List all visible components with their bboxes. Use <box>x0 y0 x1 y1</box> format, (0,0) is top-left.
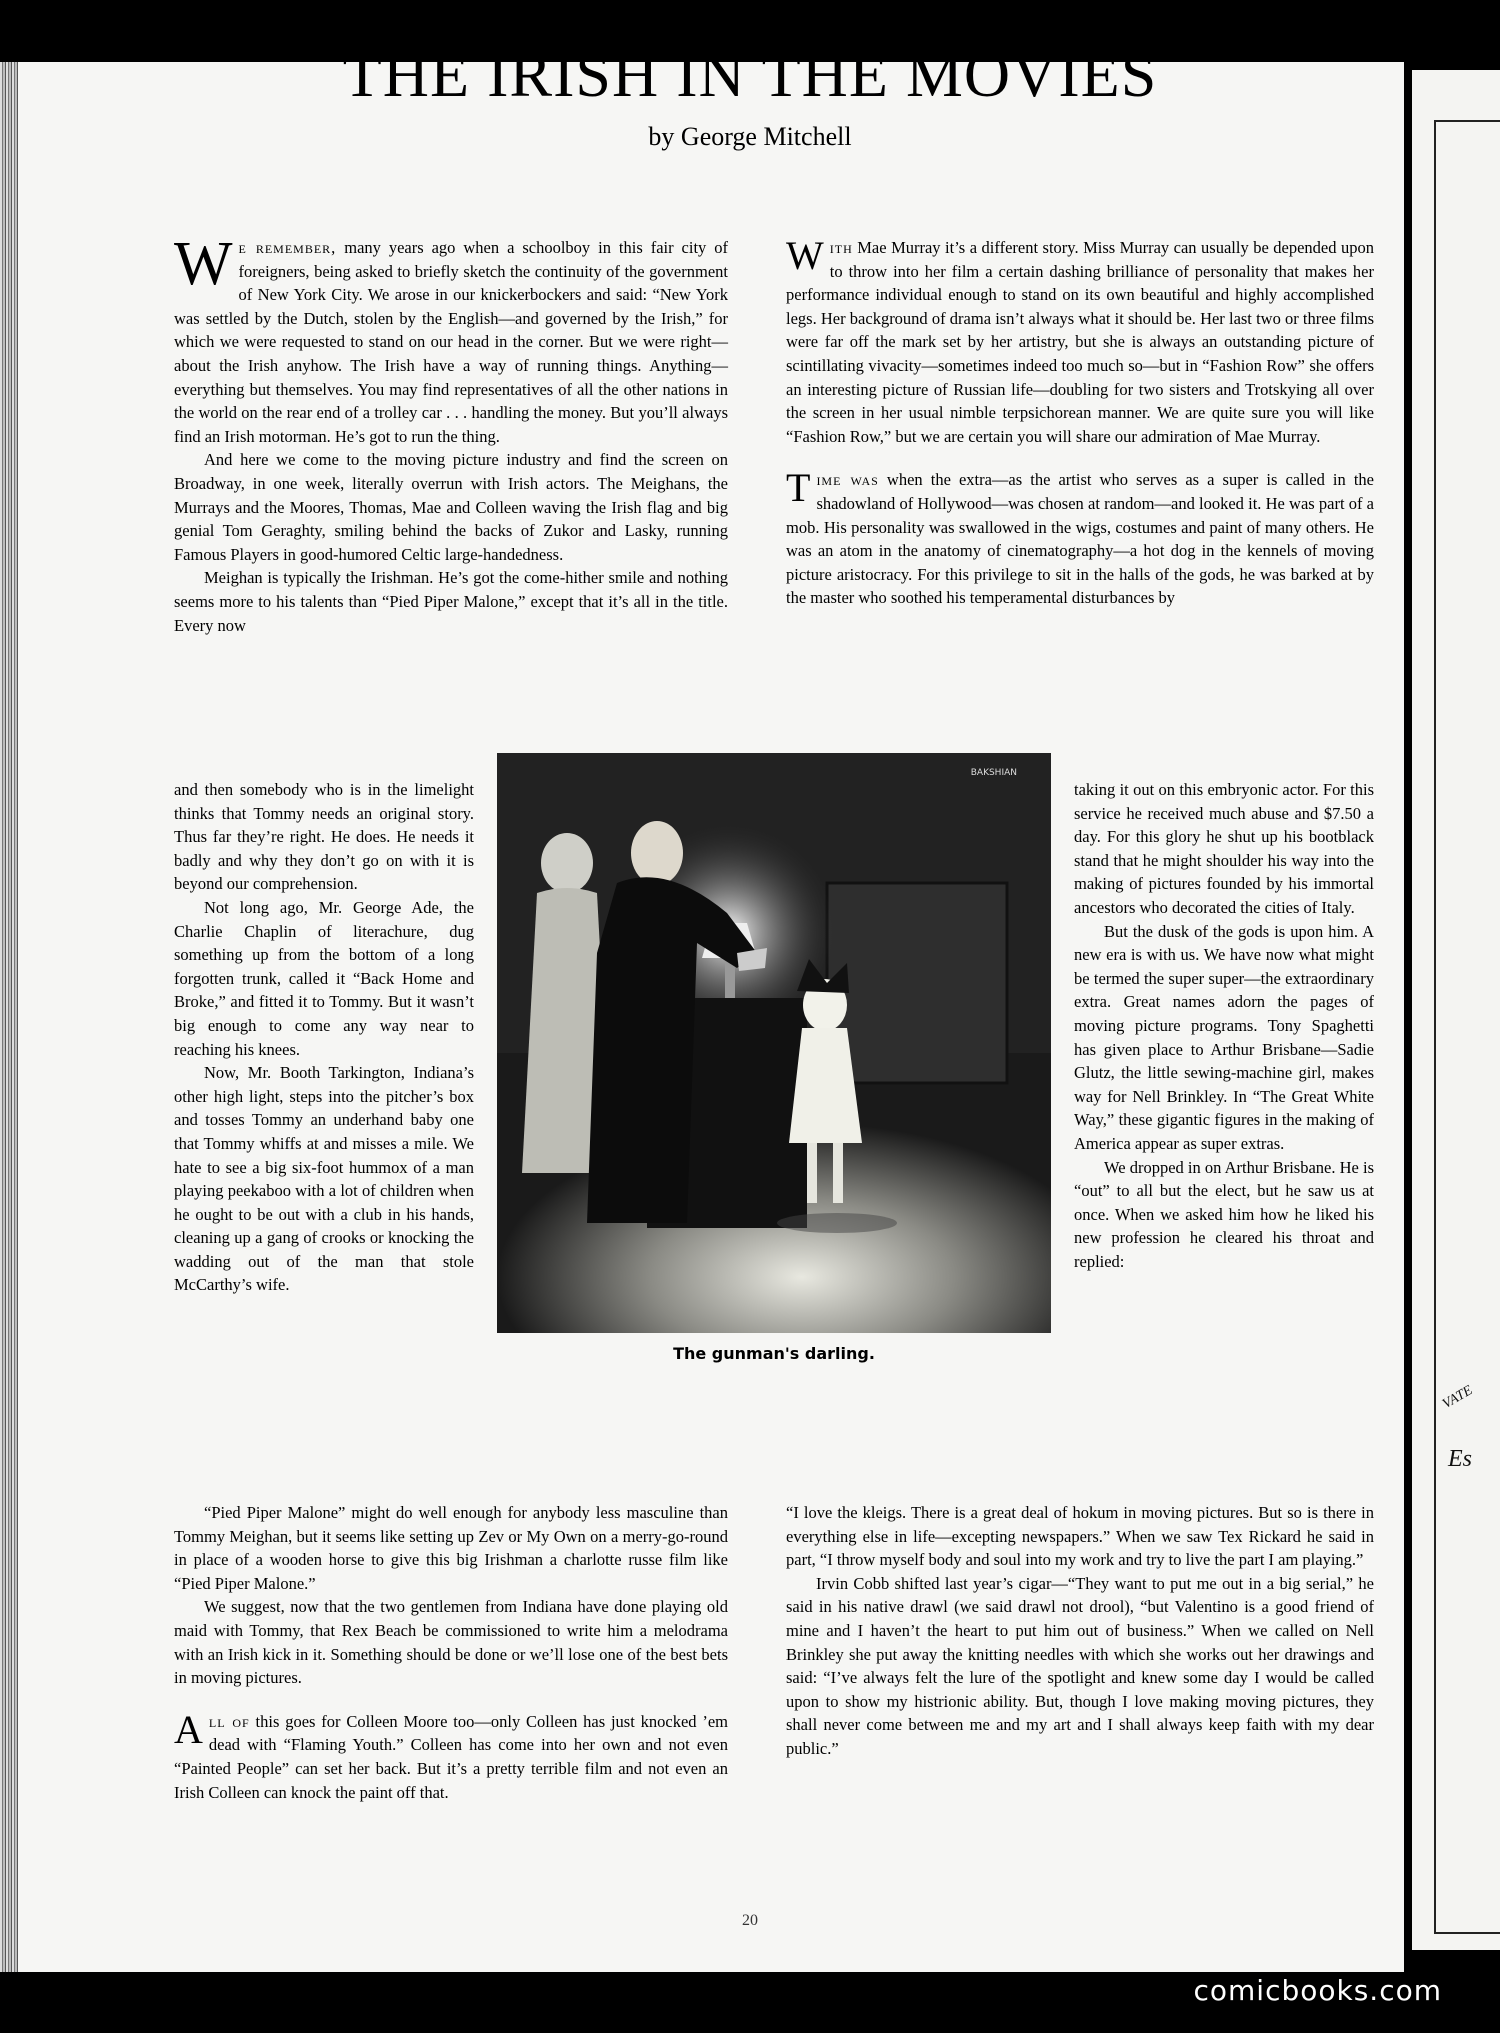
paragraph: Meighan is typically the Irishman. He’s got the come-hither smile and nothing seems more to his talents than “Pied Piper Malone,” except that it’s all in the title. Every now <box>174 568 728 635</box>
drop-cap: W <box>786 233 824 278</box>
left-column-bottom <box>174 1501 728 1804</box>
paragraph: With Mae Murray it’s a different story. Miss Murray can usually be depended upon to throw into her film a certain dashing brilliance of personality that makes her performance individual enough to stand on its own beautiful and highly accomplished legs. Her background of drama isn’t always what it should be. Her last two or three films were far off the mark set by her artistry, but she is always an outstanding picture of scintillating vivacity—sometimes indeed too much so—but in “Fashion Row” she offers an interesting picture of Russian life—doubling for two sisters and Trotskying all over the screen in her usual nimble terpsichorean manner. We are quite sure you will like “Fashion Row,” but we are certain you will share our admiration of Mae Murray. <box>786 233 1374 446</box>
paragraph: and then somebody who is in the limelight thinks that Tommy needs an original story. Thus far they’re right. He does. He needs it badly and why they don’t go on with it is beyond our comprehension. <box>174 780 474 894</box>
paragraph: “I love the kleigs. There is a great deal of hokum in moving pictures. But so is there in everything else in life—excepting newspapers.” When we saw Tex Rickard he said in part, “I throw myself body and soul into my work and try to live the part I am playing.” <box>786 1503 1374 1570</box>
paragraph: But the dusk of the gods is upon him. A new era is with us. We have now what might be termed the super super—the extraordinary extra. Great names adorn the pages of moving picture programs. Tony Spaghetti has given place to Arthur Brisbane—Sadie Glutz, the little sewing-machine girl, makes way for Nell Brinkley. In “The Great White Way,” these gigantic figures in the making of America appear as super extras. <box>1074 921 1374 1153</box>
drop-cap: W <box>174 230 233 298</box>
page-number: 20 <box>742 1912 758 1929</box>
artist-signature: BAKSHIAN <box>970 768 1017 778</box>
facing-page-border <box>1434 120 1500 1934</box>
paragraph: Time was when the extra—as the artist who serves as a super is called in the shadowland of Hollywood—was chosen at random—and looked it. He was part of a mob. His personality was swallowed in the wigs, costumes and paint of many others. He was an atom in the anatomy of cinematography—a hot dog in the kennels of moving picture aristocracy. For this privilege to sit in the halls of the gods, he was barked at by the master who soothed his temperamental disturbances by <box>786 465 1374 608</box>
paragraph: Irvin Cobb shifted last year’s cigar—“They want to put me out in a big serial,” he said in his native drawl (we said drawl not drool), “but Valentino is a good friend of mine and I haven’t the heart to put him out of business.” When we called on Nell Brinkley she put away the knitting needles with which she works out her drawings and said: “I’ve always felt the lure of the spotlight and knew some day I would be called upon to show my histrionic ability. But, though I love making moving pictures, they shall never come between me and my art and I shall always keep faith with my dear public.” <box>786 1573 1374 1758</box>
right-column-narrow <box>1074 778 1374 1273</box>
paragraph: “Pied Piper Malone” might do well enough for anybody less masculine than Tommy Meighan, but it seems like setting up Zev or My Own on a merry-go-round in place of a wooden horse to give this big Irishman a charlotte russe film like “Pied Piper Malone.” <box>174 1503 728 1593</box>
paragraph: All of this goes for Colleen Moore too—only Colleen has just knocked ’em dead with “Flaming Youth.” Colleen has come into her own and not even “Painted People” can set her back. But it’s a pretty terrible film and not even an Irish Colleen can knock the paint off that. <box>174 1706 728 1802</box>
drop-cap: A <box>174 1706 203 1752</box>
right-column-top <box>786 233 1374 610</box>
facing-page-fragment: Es <box>1448 1446 1472 1472</box>
paragraph: Now, Mr. Booth Tarkington, Indiana’s other high light, steps into the pitcher’s box and tosses Tommy an underhand baby one that Tommy whiffs at and misses a mile. We hate to see a big six-foot hummox of a man playing peekaboo with a lot of children when he ought to be out with a club in his hands, cleaning up a gang of crooks or knocking the wadding out of the man that stole McCarthy’s wife. <box>174 1063 474 1295</box>
watermark: comicbooks.com <box>1193 1974 1442 2007</box>
paragraph: And here we come to the moving picture industry and find the screen on Broadway, in one week, literally overrun with Irish actors. The Meighans, the Murrays and the Moores, Thomas, Mae and Colleen waving the Irish flag and big genial Tom Geraghty, smiling behind the backs of Zukor and Lasky, running Famous Players in good-humored Celtic large-handedness. <box>174 450 728 564</box>
left-column-top <box>174 230 728 637</box>
facing-page-fragment: VATE <box>1440 1383 1476 1413</box>
illustration-drawing <box>497 753 1051 1333</box>
paragraph: We dropped in on Arthur Brisbane. He is “out” to all but the elect, but he saw us at once. When we asked him how he liked his new profession he cleared his throat and replied: <box>1074 1157 1374 1271</box>
facing-page-edge <box>1412 70 1500 1950</box>
drop-cap: T <box>786 465 811 511</box>
article-title: THE IRISH IN THE MOVIES <box>342 39 1158 110</box>
paragraph: Not long ago, Mr. George Ade, the Charlie Chaplin of literachure, dug something up from the bottom of a long forgotten trunk, called it “Back Home and Broke,” and fitted it to Tommy. But it wasn’t big enough to come any way near to reaching his knees. <box>174 897 474 1059</box>
article-illustration <box>497 753 1051 1333</box>
paragraph: We remember, many years ago when a schoolboy in this fair city of foreigners, being asked to briefly sketch the continuity of the government of New York City. We arose in our knickerbockers and said: “New York was settled by the Dutch, stolen by the English—and governed by the Irish,” for which we were requested to stand on our head in the corner. But we were right—about the Irish anyhow. The Irish have a way of running things. Anything—everything but themselves. You may find representatives of all the other nations in the world on the rear end of a trolley car . . . handling the money. But you’ll always find an Irish motorman. He’s got to run the thing. <box>174 230 728 446</box>
illustration-caption: The gunman's darling. <box>673 1344 875 1363</box>
left-column-narrow <box>174 778 474 1297</box>
right-column-bottom <box>786 1501 1374 1761</box>
article-byline: by George Mitchell <box>648 122 852 151</box>
paragraph: We suggest, now that the two gentlemen from Indiana have done playing old maid with Tommy, that Rex Beach be commissioned to write him a melodrama with an Irish kick in it. Something should be done or we’ll lose one of the best bets in moving pictures. <box>174 1597 728 1688</box>
paragraph: taking it out on this embryonic actor. For this service he received much abuse and $7.50 a day. For this glory he shut up his bootblack stand that he might shoulder his way into the making of pictures founded by his immortal ancestors who decorated the cities of Italy. <box>1074 780 1374 917</box>
